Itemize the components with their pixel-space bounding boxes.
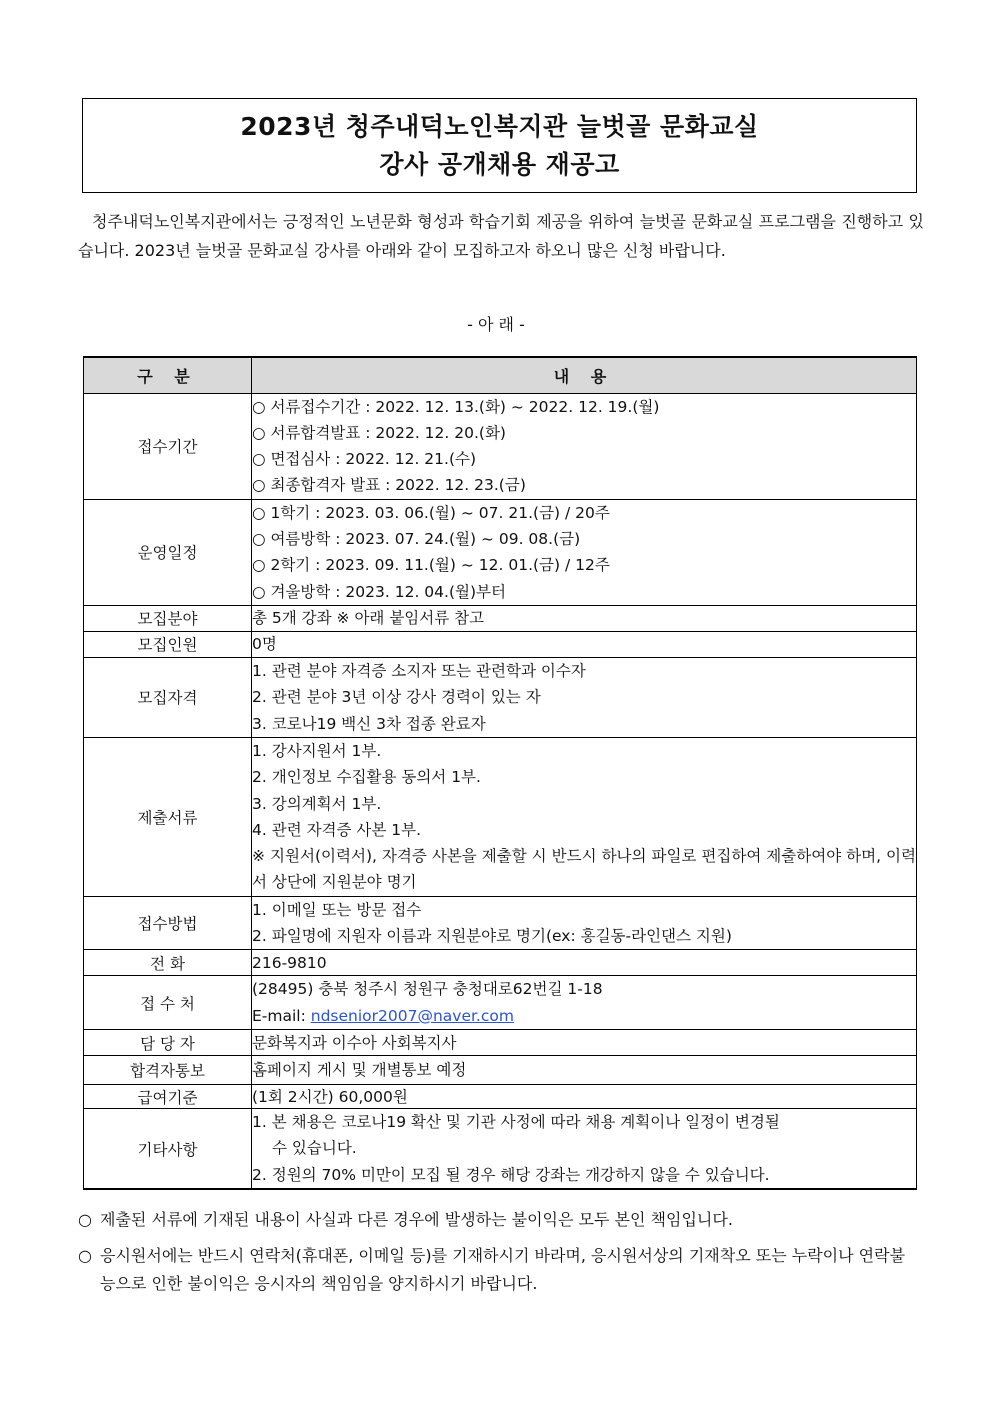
row-content (252, 1030, 917, 1056)
row-line: 3. 강의계획서 1부. (252, 794, 382, 813)
row-line: ○ 1학기 : 2023. 03. 06.(월) ~ 07. 21.(금) / 20주 (252, 503, 610, 522)
row-line: ○ 서류접수기간 : 2022. 12. 13.(화) ~ 2022. 12. 19.(월) (252, 397, 660, 416)
row-content (252, 605, 917, 631)
row-line: ○ 최종합격자 발표 : 2022. 12. 23.(금) (252, 476, 526, 495)
row-content (252, 950, 917, 976)
row-line: 216-9810 (252, 953, 327, 972)
row-line: ※ 지원서(이력서), 자격증 사본을 제출할 시 반드시 하나의 파일로 편집하여 제출하여야 하며, 이력서 상단에 지원분야 명기 (252, 847, 916, 892)
table-row (84, 393, 917, 499)
table-row (84, 976, 917, 1030)
table-row (84, 737, 917, 896)
row-line: 1. 본 채용은 코로나19 확산 및 기관 사정에 따라 채용 계획이나 일정이 변경될 (252, 1113, 780, 1132)
intro-paragraph: 청주내덕노인복지관에서는 긍정적인 노년문화 형성과 학습기회 제공을 위하여 늘벗골 문화교실 프로그램을 진행하고 있습니다. 2023년 늘벗골 문화교실 강사를 아래와 같이 모집하고자 하오니 많은 신청 바랍니다. (78, 212, 924, 260)
notes (78, 1206, 918, 1298)
row-line: 1. 이메일 또는 방문 접수 (252, 900, 422, 919)
row-label: 전 화 (84, 950, 252, 976)
table-row (84, 1109, 917, 1189)
table-row (84, 605, 917, 631)
row-line: (28495) 충북 청주시 청원구 충청대로62번길 1-18 (252, 980, 603, 999)
row-line: 3. 코로나19 백신 3차 접종 완료자 (252, 714, 486, 733)
circle-bullet-icon: ○ (78, 1210, 92, 1229)
row-line: 2. 관련 분야 3년 이상 강사 경력이 있는 자 (252, 688, 541, 707)
row-label: 모집인원 (84, 631, 252, 657)
row-line: ○ 여름방학 : 2023. 07. 24.(월) ~ 09. 08.(금) (252, 529, 581, 548)
row-label: 모집분야 (84, 605, 252, 631)
table-row (84, 1030, 917, 1056)
page-title: 2023년 청주내덕노인복지관 늘벗골 문화교실 (240, 112, 759, 141)
section-marker: - 아 래 - (467, 315, 525, 334)
email-link[interactable]: ndsenior2007@naver.com (310, 1006, 514, 1025)
row-content (252, 657, 917, 737)
recruitment-table (83, 356, 917, 1190)
note-text: 응시원서에는 반드시 연락처(휴대폰, 이메일 등)를 기재하시기 바라며, 응시원서상의 기재착오 또는 누락이나 연락불능으로 인한 불이익은 응시자의 책임임을 양지하시기 바랍니다. (100, 1246, 906, 1293)
row-content (252, 737, 917, 896)
note-item (78, 1242, 918, 1298)
row-line: 2. 정원의 70% 미만이 모집 될 경우 해당 강좌는 개강하지 않을 수 있습니다. (252, 1165, 770, 1184)
row-line: 2. 파일명에 지원자 이름과 지원분야로 명기(ex: 홍길동-라인댄스 지원) (252, 927, 732, 946)
header-content: 내 용 (252, 357, 917, 393)
row-line: ○ 겨울방학 : 2023. 12. 04.(월)부터 (252, 582, 506, 601)
row-line: 총 5개 강좌 ※ 아래 붙임서류 참고 (252, 609, 485, 628)
table-row (84, 896, 917, 950)
row-content (252, 1109, 917, 1189)
note-text: 제출된 서류에 기재된 내용이 사실과 다른 경우에 발생하는 불이익은 모두 본인 책임입니다. (100, 1210, 733, 1229)
row-label: 기타사항 (84, 1109, 252, 1189)
table-row (84, 499, 917, 605)
table-header-row (84, 357, 917, 393)
row-label: 접수방법 (84, 896, 252, 950)
table-row (84, 657, 917, 737)
row-label: 합격자통보 (84, 1056, 252, 1085)
row-label: 급여기준 (84, 1085, 252, 1109)
row-label: 제출서류 (84, 737, 252, 896)
note-item (78, 1206, 918, 1234)
row-line: 홈페이지 게시 및 개별통보 예정 (252, 1061, 467, 1080)
row-line: 2. 개인정보 수집활용 동의서 1부. (252, 768, 481, 787)
table-row (84, 1056, 917, 1085)
row-label: 담 당 자 (84, 1030, 252, 1056)
page-subtitle: 강사 공개채용 재공고 (379, 150, 620, 179)
row-line: 4. 관련 자격증 사본 1부. (252, 820, 422, 839)
row-label: 운영일정 (84, 499, 252, 605)
row-label: 접수기간 (84, 393, 252, 499)
row-content (252, 631, 917, 657)
table-row (84, 1085, 917, 1109)
row-line: 수 있습니다. (272, 1139, 357, 1158)
row-content (252, 393, 917, 499)
row-content (252, 976, 917, 1030)
email-line (252, 1003, 916, 1029)
row-line: 1. 관련 분야 자격증 소지자 또는 관련학과 이수자 (252, 661, 586, 680)
row-content (252, 896, 917, 950)
title-box (82, 98, 917, 193)
row-content (252, 1085, 917, 1109)
row-line: ○ 서류합격발표 : 2022. 12. 20.(화) (252, 423, 506, 442)
row-line: 1. 강사지원서 1부. (252, 741, 382, 760)
circle-bullet-icon: ○ (78, 1246, 92, 1265)
row-line: 0명 (252, 635, 277, 654)
row-label: 접 수 처 (84, 976, 252, 1030)
row-line: (1회 2시간) 60,000원 (252, 1087, 408, 1106)
row-line: ○ 2학기 : 2023. 09. 11.(월) ~ 12. 01.(금) / 12주 (252, 556, 610, 575)
row-line: ○ 면접심사 : 2022. 12. 21.(수) (252, 450, 477, 469)
row-label: 모집자격 (84, 657, 252, 737)
email-prefix: E-mail: (252, 1006, 311, 1025)
header-category: 구 분 (84, 357, 252, 393)
table-row (84, 950, 917, 976)
row-content (252, 1056, 917, 1085)
table-row (84, 631, 917, 657)
row-line: 문화복지과 이수아 사회복지사 (252, 1033, 457, 1052)
row-content (252, 499, 917, 605)
